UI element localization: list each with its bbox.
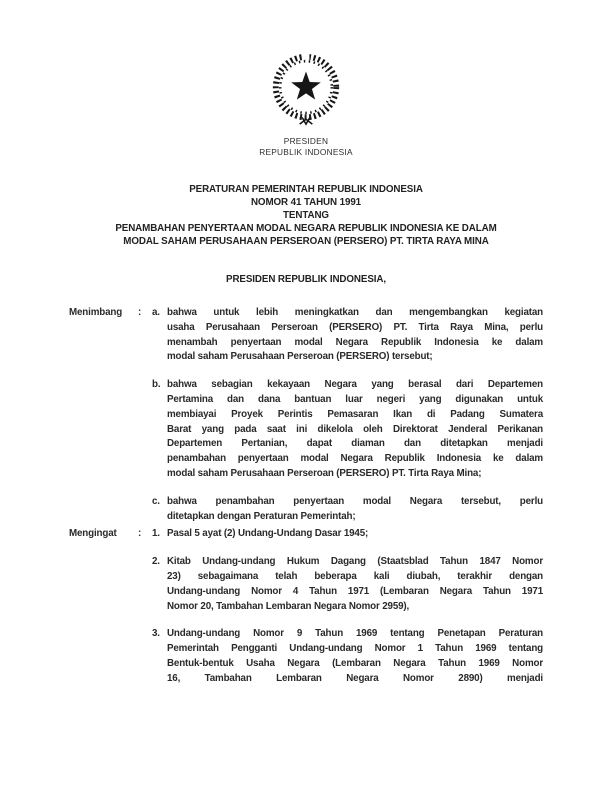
item-marker: 3.	[152, 628, 160, 640]
title-line-type: PERATURAN PEMERINTAH REPUBLIK INDONESIA	[189, 184, 423, 195]
text-line: penambahan penyertaan modal Negara Republik Indonesia ke dalam	[167, 453, 543, 465]
section-label: Mengingat	[69, 528, 117, 540]
title-line-tentang: TENTANG	[283, 210, 329, 222]
item-marker: 1.	[152, 528, 160, 540]
text-line: Pemerintah Pengganti Undang-undang Nomor 1 Tahun 1969 tentang	[167, 643, 543, 655]
regulation-title	[0, 183, 612, 248]
legal-basis-item-3	[69, 627, 543, 686]
text-line: bahwa penambahan penyertaan modal Negara tersebut, perlu	[167, 495, 543, 507]
text-line: Barat yang pada saat ini dikelola oleh Direktorat Jenderal Perikanan	[167, 423, 543, 435]
text-line: menambah penyertaan modal Negara Republik Indonesia ke dalam	[167, 336, 543, 348]
document-body	[69, 306, 543, 687]
text-line: Undang-undang Nomor 9 Tahun 1969 tentang Penetapan Peraturan	[167, 628, 543, 640]
section-label: Menimbang	[69, 307, 123, 318]
title-line-number: NOMOR 41 TAHUN 1991	[250, 197, 362, 209]
item-text	[167, 378, 543, 482]
text-line: Pasal 5 ayat (2) Undang-Undang Dasar 1945;	[167, 528, 369, 540]
text-line: membiayai Proyek Perintis Pemasaran Ikan di Padang Sumatera	[167, 408, 543, 420]
section-colon: :	[138, 307, 142, 318]
text-line: Kitab Undang-undang Hukum Dagang (Staatsblad Tahun 1847 Nomor	[167, 556, 543, 568]
text-line: Departemen Pertanian, dapat diaman dan ditetapkan menjadi	[167, 438, 543, 450]
emblem-caption	[0, 136, 612, 157]
item-text	[167, 495, 543, 525]
text-line: modal saham Perusahaan Perseroan (PERSERO) tersebut;	[167, 351, 433, 363]
star-wreath-icon	[267, 50, 345, 132]
section-mengingat	[69, 527, 543, 686]
text-line: ditetapkan dengan Peraturan Pemerintah;	[167, 510, 356, 522]
enacting-heading: PRESIDEN REPUBLIK INDONESIA,	[226, 274, 386, 285]
consideration-item-b	[69, 378, 543, 482]
text-line: Nomor 20, Tambahan Lembaran Negara Nomor 2959),	[167, 600, 410, 612]
item-marker: 2.	[152, 556, 160, 568]
item-marker: b.	[152, 379, 161, 391]
title-line-subject2: MODAL SAHAM PERUSAHAAN PERSEROAN (PERSERO) PT. TIRTA RAYA MINA	[123, 236, 489, 248]
item-text	[167, 306, 543, 365]
section-menimbang	[69, 306, 543, 524]
item-marker: c.	[152, 495, 160, 507]
emblem-caption-line1: PRESIDEN	[283, 136, 329, 146]
text-line: 23) sebagaimana telah beberapa kali diubah, terakhir dengan	[167, 570, 543, 582]
text-line: Pertamina dan dana bantuan luar negeri yang digunakan untuk	[167, 393, 543, 405]
text-line: usaha Perusahaan Perseroan (PERSERO) PT. Tirta Raya Mina, perlu	[167, 321, 543, 333]
item-marker: a.	[152, 307, 160, 318]
title-line-subject1: PENAMBAHAN PENYERTAAN MODAL NEGARA REPUBLIK INDONESIA KE DALAM	[115, 223, 497, 235]
emblem-caption-line2: REPUBLIK INDONESIA	[259, 146, 353, 157]
text-line: bahwa untuk lebih meningkatkan dan mengembangkan kegiatan	[167, 307, 543, 318]
text-line: bahwa sebagian kekayaan Negara yang berasal dari Departemen	[167, 379, 543, 391]
consideration-item-c	[69, 495, 543, 525]
item-text	[167, 627, 543, 686]
legal-basis-item-1	[69, 527, 543, 542]
legal-basis-item-2	[69, 555, 543, 614]
section-colon: :	[138, 528, 142, 540]
text-line: 16, Tambahan Lembaran Negara Nomor 2890) menjadi	[167, 672, 543, 684]
item-text	[167, 555, 543, 614]
item-text	[167, 527, 543, 542]
text-line: modal saham Perusahaan Perseroan (PERSERO) PT. Tirta Raya Mina;	[167, 467, 482, 479]
text-line: Bentuk-bentuk Usaha Negara (Lembaran Negara Tahun 1969 Nomor	[167, 657, 543, 669]
consideration-item-a	[69, 306, 543, 365]
text-line: Undang-undang Nomor 4 Tahun 1971 (Lembaran Negara Tahun 1971	[167, 585, 543, 597]
presidential-emblem	[0, 50, 612, 137]
